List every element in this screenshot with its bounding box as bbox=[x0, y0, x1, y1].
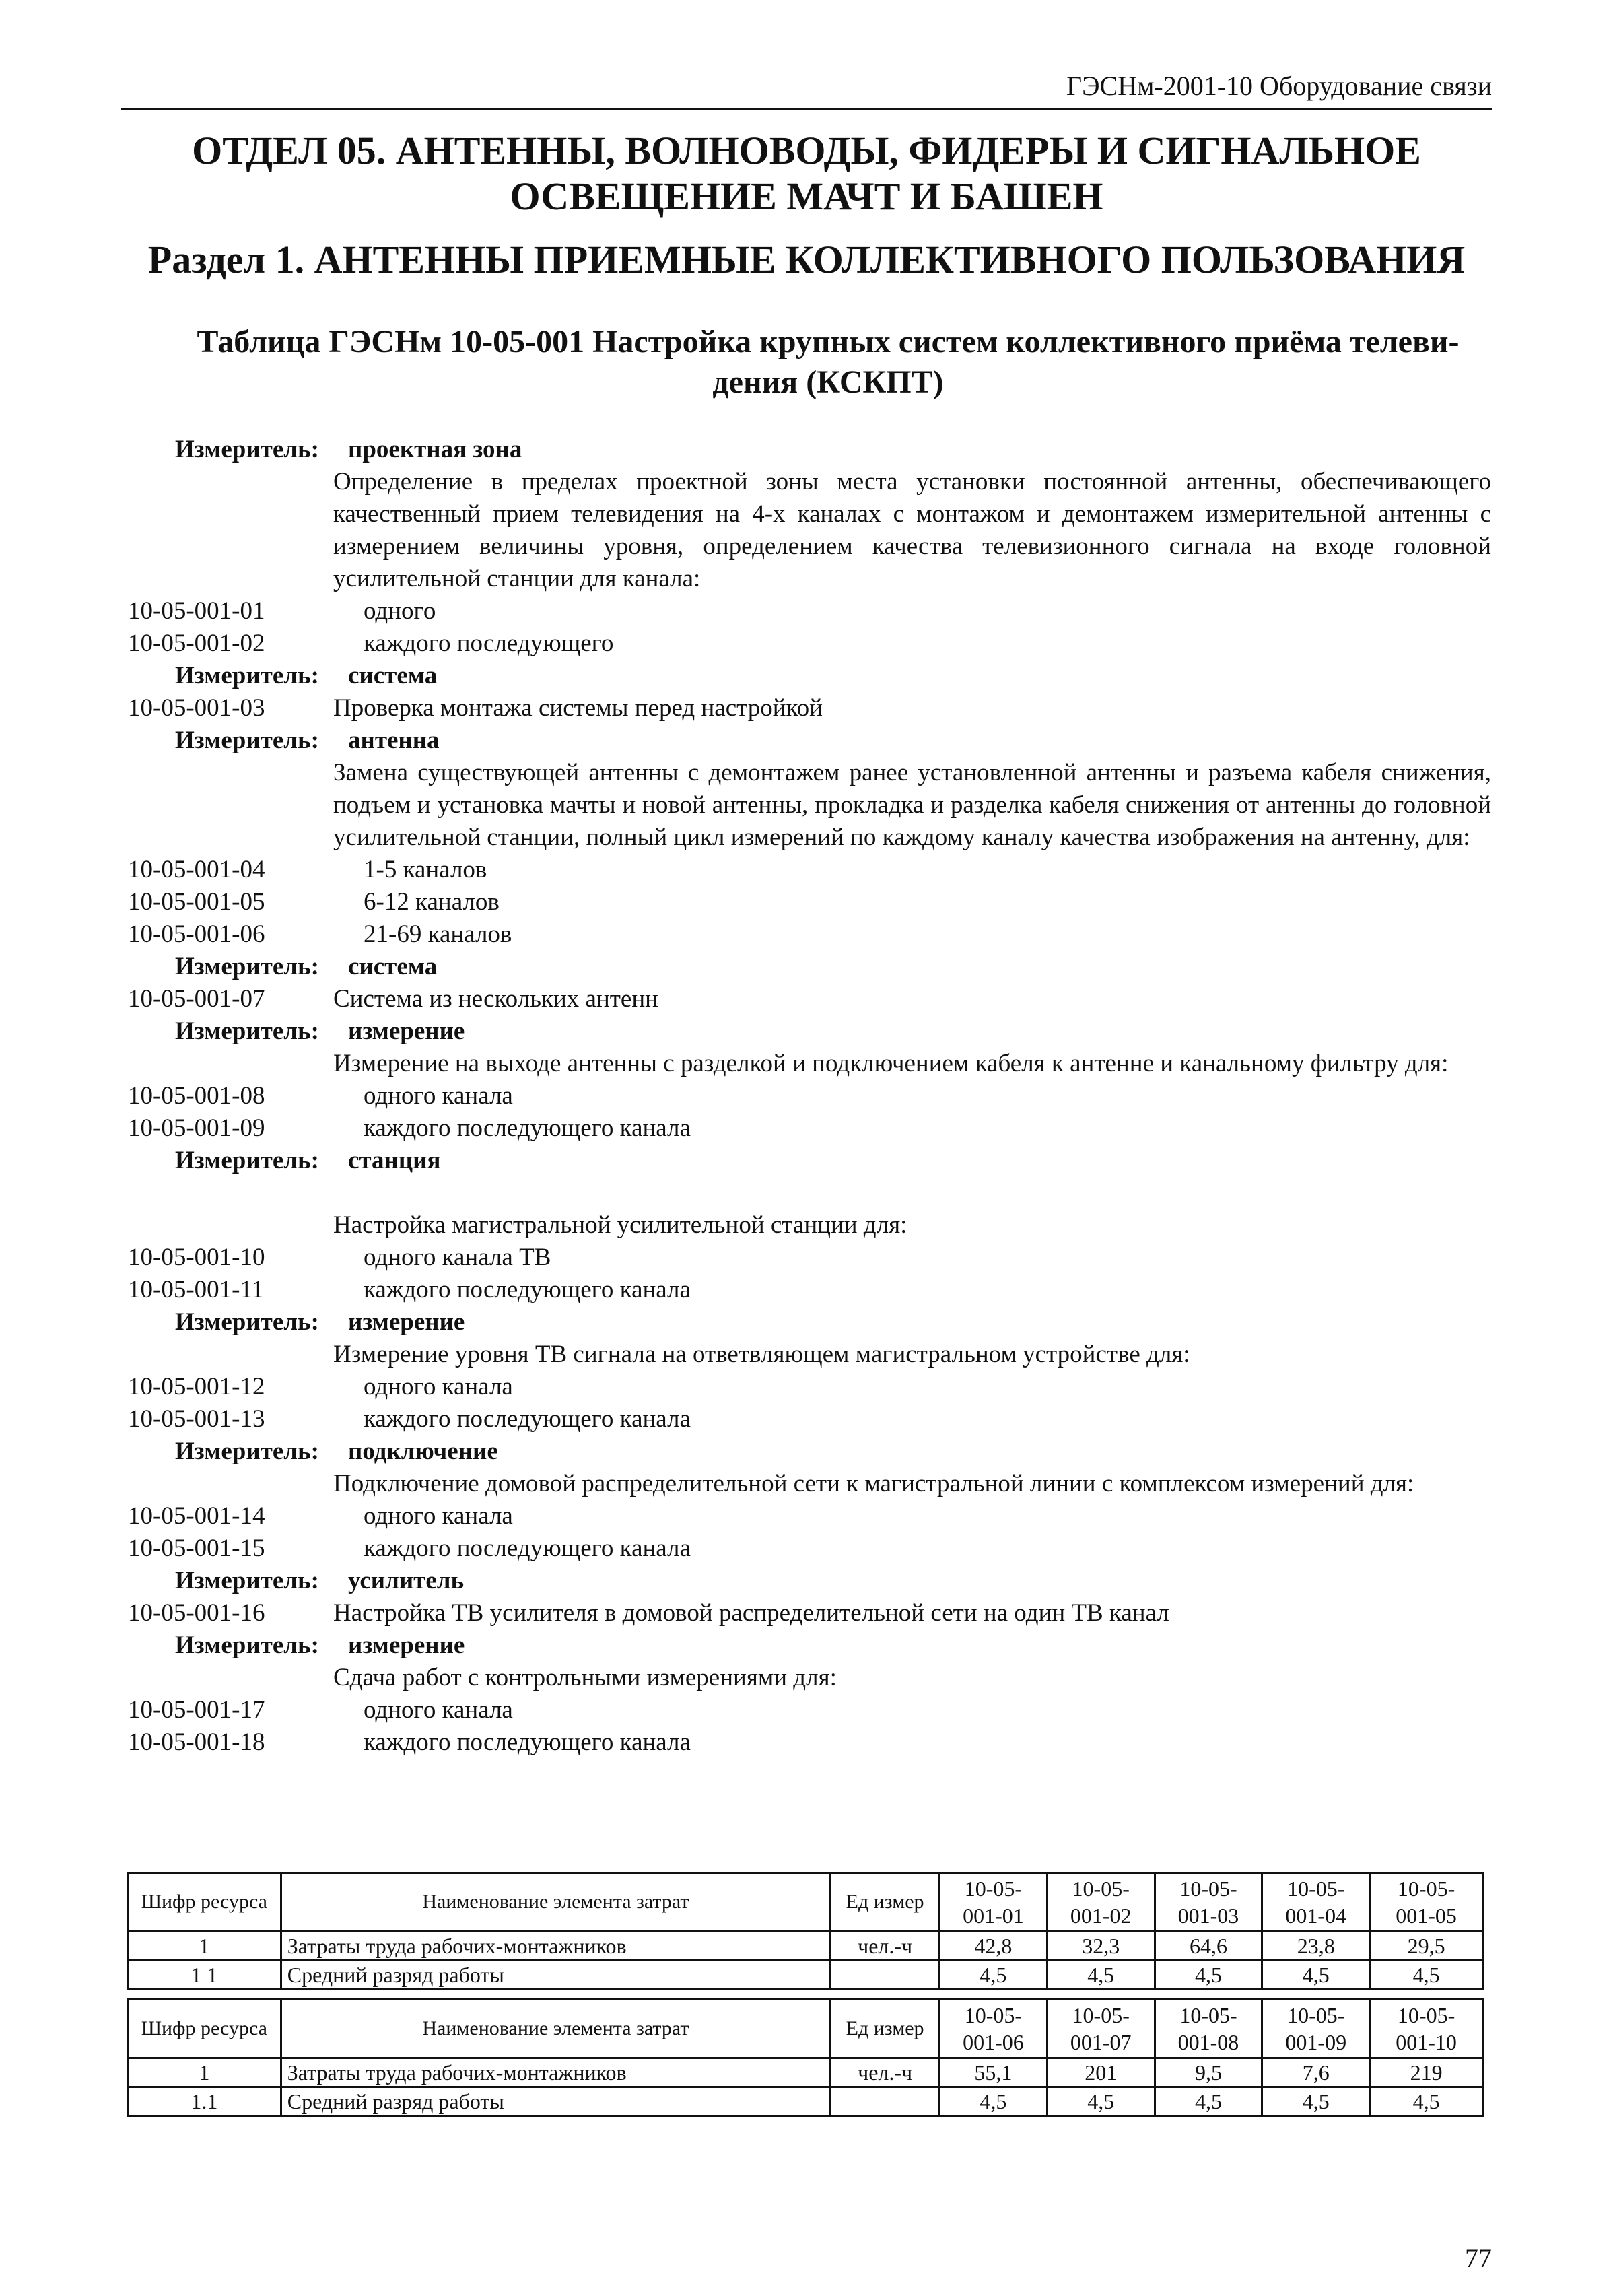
header-norm-col bbox=[1047, 1873, 1155, 1932]
norm-text: одного канала bbox=[364, 1373, 513, 1400]
cell-value: 4,5 bbox=[1155, 1961, 1262, 1990]
col-code-a: 10-05- bbox=[1179, 2003, 1237, 2027]
cell-value: 23,8 bbox=[1262, 1932, 1370, 1961]
col-code-b: 001-05 bbox=[1396, 1903, 1457, 1928]
measure-row bbox=[121, 1629, 1492, 1662]
norm-code: 10-05-001-07 bbox=[128, 985, 265, 1013]
measure-row bbox=[121, 1015, 1492, 1048]
cell-code: 1 1 bbox=[128, 1961, 281, 1990]
norm-row bbox=[121, 1500, 1492, 1532]
header-name: Наименование элемента затрат bbox=[281, 2000, 830, 2058]
measure-value: станция bbox=[348, 1147, 441, 1174]
measure-value: система bbox=[348, 662, 438, 689]
work-description: Сдача работ с контрольными измерениями для: bbox=[333, 1664, 837, 1691]
table-title-line-2: дения (КСКПТ) bbox=[712, 364, 944, 400]
norm-row bbox=[121, 1597, 1492, 1629]
col-code-b: 001-10 bbox=[1396, 2030, 1457, 2054]
header-name: Наименование элемента затрат bbox=[281, 1873, 830, 1932]
measure-label: Измеритель: bbox=[175, 1631, 319, 1659]
table-title bbox=[175, 322, 1481, 403]
measure-label: Измеритель: bbox=[175, 1567, 319, 1594]
norm-code: 10-05-001-11 bbox=[128, 1276, 265, 1304]
norm-code: 10-05-001-03 bbox=[128, 694, 265, 722]
header-code: Шифр ресурса bbox=[128, 1873, 281, 1932]
measure-value: подключение bbox=[348, 1438, 498, 1465]
norm-text: 21-69 каналов bbox=[364, 920, 512, 948]
measure-label: Измеритель: bbox=[175, 1308, 319, 1336]
col-code-a: 10-05- bbox=[1287, 2003, 1345, 2027]
measure-row bbox=[121, 1145, 1492, 1177]
norm-code: 10-05-001-05 bbox=[128, 888, 265, 916]
cell-value: 9,5 bbox=[1155, 2058, 1262, 2087]
spacer bbox=[121, 1177, 1492, 1209]
norm-text: одного канала bbox=[364, 1696, 513, 1724]
work-description: Подключение домовой распределительной сети к магистральной линии с комплексом измерений для: bbox=[333, 1470, 1414, 1497]
header-unit: Ед измер bbox=[831, 1873, 940, 1932]
measure-label: Измеритель: bbox=[175, 436, 319, 463]
col-code-a: 10-05- bbox=[964, 2003, 1023, 2027]
header-code: Шифр ресурса bbox=[128, 2000, 281, 2058]
cell-value: 4,5 bbox=[1262, 2087, 1370, 2116]
norm-code: 10-05-001-16 bbox=[128, 1599, 265, 1627]
cell-value: 4,5 bbox=[1262, 1961, 1370, 1990]
cell-unit bbox=[831, 2087, 940, 2116]
cell-value: 4,5 bbox=[940, 1961, 1048, 1990]
measure-value: проектная зона bbox=[348, 436, 522, 463]
department-title bbox=[121, 128, 1492, 220]
table-header-row bbox=[128, 1873, 1483, 1932]
norm-text: каждого последующего канала bbox=[364, 1114, 691, 1142]
norm-row bbox=[121, 1532, 1492, 1565]
norm-code: 10-05-001-14 bbox=[128, 1502, 265, 1530]
col-code-a: 10-05- bbox=[1287, 1877, 1345, 1901]
table-row bbox=[128, 1932, 1483, 1961]
measure-row bbox=[121, 724, 1492, 757]
col-code-a: 10-05- bbox=[1072, 1877, 1130, 1901]
measure-row bbox=[121, 1306, 1492, 1339]
col-code-b: 001-08 bbox=[1177, 2030, 1239, 2054]
table-row bbox=[128, 2087, 1483, 2116]
cell-value: 4,5 bbox=[1155, 2087, 1262, 2116]
work-description: Определение в пределах проектной зоны места установки постоянной антенны, обеспечивающего качественный прием телевидения на 4-х каналах с монтажом и демонтажем измерительной антенны с измерением величины уровня, определением качества телевизионного сигнала на входе головной усилительной станции для канала: bbox=[333, 468, 1491, 593]
norm-code: 10-05-001-17 bbox=[128, 1696, 265, 1724]
cell-value: 55,1 bbox=[940, 2058, 1048, 2087]
measure-value: система bbox=[348, 953, 438, 980]
cell-code: 1 bbox=[128, 1932, 281, 1961]
col-code-b: 001-02 bbox=[1070, 1903, 1132, 1928]
norm-text: каждого последующего bbox=[364, 630, 614, 657]
header-unit: Ед измер bbox=[831, 2000, 940, 2058]
col-code-b: 001-01 bbox=[963, 1903, 1024, 1928]
cell-name: Средний разряд работы bbox=[281, 2087, 830, 2116]
norm-text: одного канала ТВ bbox=[364, 1244, 551, 1271]
header-norm-col bbox=[1262, 1873, 1370, 1932]
resource-table-1 bbox=[127, 1872, 1484, 1990]
header-norm-col bbox=[940, 1873, 1048, 1932]
measure-value: измерение bbox=[348, 1017, 465, 1045]
col-code-b: 001-04 bbox=[1285, 1903, 1347, 1928]
norm-row bbox=[121, 854, 1492, 886]
page-number: 77 bbox=[1465, 2243, 1492, 2273]
resource-table-2 bbox=[127, 1998, 1484, 2117]
cell-unit: чел.-ч bbox=[831, 2058, 940, 2087]
table-row bbox=[128, 1961, 1483, 1990]
norm-row bbox=[121, 1080, 1492, 1112]
norm-row bbox=[121, 1726, 1492, 1759]
table-row bbox=[128, 2058, 1483, 2087]
col-code-b: 001-03 bbox=[1177, 1903, 1239, 1928]
measure-label: Измеритель: bbox=[175, 727, 319, 754]
cell-value: 64,6 bbox=[1155, 1932, 1262, 1961]
cell-value: 32,3 bbox=[1047, 1932, 1155, 1961]
cell-unit: чел.-ч bbox=[831, 1932, 940, 1961]
measure-label: Измеритель: bbox=[175, 953, 319, 980]
norm-row bbox=[121, 1112, 1492, 1145]
norm-text: каждого последующего канала bbox=[364, 1534, 691, 1562]
norm-row bbox=[121, 692, 1492, 724]
cell-value: 4,5 bbox=[940, 2087, 1048, 2116]
measure-row bbox=[121, 1565, 1492, 1597]
norm-row bbox=[121, 983, 1492, 1015]
measure-value: усилитель bbox=[348, 1567, 465, 1594]
norm-code: 10-05-001-08 bbox=[128, 1082, 265, 1110]
norm-text: каждого последующего канала bbox=[364, 1276, 691, 1304]
col-code-b: 001-06 bbox=[963, 2030, 1024, 2054]
cell-value: 219 bbox=[1370, 2058, 1483, 2087]
cell-value: 42,8 bbox=[940, 1932, 1048, 1961]
norm-code: 10-05-001-12 bbox=[128, 1373, 265, 1400]
department-title-line-1: ОТДЕЛ 05. АНТЕННЫ, ВОЛНОВОДЫ, ФИДЕРЫ И СИГНАЛЬНОЕ bbox=[192, 129, 1421, 172]
cell-name: Средний разряд работы bbox=[281, 1961, 830, 1990]
work-description: Замена существующей антенны с демонтажем ранее установленной антенны и разъема кабеля снижения, подъем и установка мачты и новой антенны, прокладка и разделка кабеля снижения от антенны до головной усилительной станции, полный цикл измерений по каждому каналу качества изображения на антенну, для: bbox=[333, 759, 1491, 851]
cell-code: 1.1 bbox=[128, 2087, 281, 2116]
col-code-a: 10-05- bbox=[964, 1877, 1023, 1901]
col-code-a: 10-05- bbox=[1397, 1877, 1455, 1901]
norm-row bbox=[121, 1371, 1492, 1403]
measure-label: Измеритель: bbox=[175, 1017, 319, 1045]
cell-name: Затраты труда рабочих-монтажников bbox=[281, 1932, 830, 1961]
cell-value: 4,5 bbox=[1047, 1961, 1155, 1990]
norm-text: Проверка монтажа системы перед настройкой bbox=[333, 694, 823, 722]
measure-row bbox=[121, 660, 1492, 692]
cell-value: 4,5 bbox=[1370, 1961, 1483, 1990]
measure-row bbox=[121, 951, 1492, 983]
norm-row bbox=[121, 886, 1492, 918]
norm-code: 10-05-001-01 bbox=[128, 597, 265, 625]
header-rule bbox=[121, 108, 1492, 110]
work-description: Измерение на выходе антенны с разделкой и подключением кабеля к антенне и канальному фильтру для: bbox=[333, 1050, 1449, 1077]
cell-code: 1 bbox=[128, 2058, 281, 2087]
cell-value: 7,6 bbox=[1262, 2058, 1370, 2087]
norm-text: Настройка ТВ усилителя в домовой распределительной сети на один ТВ канал bbox=[333, 1599, 1169, 1627]
cell-value: 201 bbox=[1047, 2058, 1155, 2087]
section-title: Раздел 1. АНТЕННЫ ПРИЕМНЫЕ КОЛЛЕКТИВНОГО ПОЛЬЗОВАНИЯ bbox=[147, 238, 1466, 281]
norm-text: одного канала bbox=[364, 1502, 513, 1530]
cell-value: 29,5 bbox=[1370, 1932, 1483, 1961]
norm-code: 10-05-001-02 bbox=[128, 630, 265, 657]
table-header-row bbox=[128, 2000, 1483, 2058]
norm-row bbox=[121, 918, 1492, 951]
norm-code: 10-05-001-15 bbox=[128, 1534, 265, 1562]
norm-code: 10-05-001-10 bbox=[128, 1244, 265, 1271]
measure-label: Измеритель: bbox=[175, 1438, 319, 1465]
header-norm-col bbox=[1370, 2000, 1483, 2058]
norm-text: каждого последующего канала bbox=[364, 1405, 691, 1433]
measure-value: антенна bbox=[348, 727, 440, 754]
measure-label: Измеритель: bbox=[175, 662, 319, 689]
work-description: Измерение уровня ТВ сигнала на ответвляющем магистральном устройстве для: bbox=[333, 1341, 1190, 1368]
measure-value: измерение bbox=[348, 1631, 465, 1659]
col-code-a: 10-05- bbox=[1072, 2003, 1130, 2027]
norm-text: одного канала bbox=[364, 1082, 513, 1110]
cell-unit bbox=[831, 1961, 940, 1990]
header-norm-col bbox=[1155, 2000, 1262, 2058]
norm-code: 10-05-001-04 bbox=[128, 856, 265, 883]
header-norm-col bbox=[1370, 1873, 1483, 1932]
cell-name: Затраты труда рабочих-монтажников bbox=[281, 2058, 830, 2087]
norm-text: 1-5 каналов bbox=[364, 856, 487, 883]
measure-value: измерение bbox=[348, 1308, 465, 1336]
table-title-line-1: Таблица ГЭСНм 10-05-001 Настройка крупных систем коллективного приёма телеви- bbox=[197, 324, 1460, 360]
measure-row bbox=[121, 1436, 1492, 1468]
norm-code: 10-05-001-13 bbox=[128, 1405, 265, 1433]
norm-text: 6-12 каналов bbox=[364, 888, 500, 916]
norm-row bbox=[121, 1403, 1492, 1436]
work-description: Настройка магистральной усилительной станции для: bbox=[333, 1211, 907, 1239]
header-norm-col bbox=[1047, 2000, 1155, 2058]
norm-row bbox=[121, 1274, 1492, 1306]
norm-row bbox=[121, 628, 1492, 660]
measure-row bbox=[121, 434, 1492, 466]
col-code-a: 10-05- bbox=[1397, 2003, 1455, 2027]
department-title-line-2: ОСВЕЩЕНИЕ МАЧТ И БАШЕН bbox=[510, 174, 1103, 218]
norm-text: одного bbox=[364, 597, 436, 625]
norm-list bbox=[121, 434, 1492, 1759]
norm-code: 10-05-001-06 bbox=[128, 920, 265, 948]
col-code-b: 001-07 bbox=[1070, 2030, 1132, 2054]
running-header: ГЭСНм-2001-10 Оборудование связи bbox=[1066, 71, 1492, 101]
measure-label: Измеритель: bbox=[175, 1147, 319, 1174]
header-norm-col bbox=[940, 2000, 1048, 2058]
norm-row bbox=[121, 1694, 1492, 1726]
col-code-a: 10-05- bbox=[1179, 1877, 1237, 1901]
col-code-b: 001-09 bbox=[1285, 2030, 1347, 2054]
norm-code: 10-05-001-09 bbox=[128, 1114, 265, 1142]
norm-text: каждого последующего канала bbox=[364, 1728, 691, 1756]
header-norm-col bbox=[1155, 1873, 1262, 1932]
cell-value: 4,5 bbox=[1047, 2087, 1155, 2116]
header-norm-col bbox=[1262, 2000, 1370, 2058]
cell-value: 4,5 bbox=[1370, 2087, 1483, 2116]
norm-row bbox=[121, 1242, 1492, 1274]
norm-row bbox=[121, 595, 1492, 628]
norm-text: Система из нескольких антенн bbox=[333, 985, 658, 1013]
norm-code: 10-05-001-18 bbox=[128, 1728, 265, 1756]
